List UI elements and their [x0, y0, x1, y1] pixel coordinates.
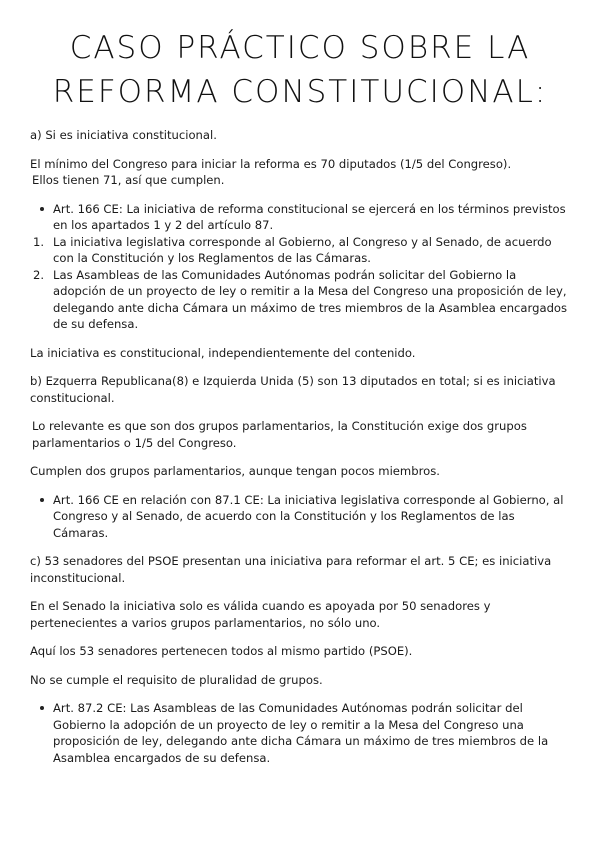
- title-line-2: REFORMA CONSTITUCIONAL:: [52, 74, 548, 110]
- list-item-text: Art. 87.2 CE: Las Asambleas de las Comunidades Autónomas podrán solicitar del Gobierno la adopción de un proyecto de ley o remitir a la Mesa del Congreso una proposición de ley, delegando ante dicha Cámara un máximo de tres miembros de la Asamblea encargados de su defensa.: [53, 701, 549, 765]
- section-c-paragraph-1: En el Senado la iniciativa solo es válida cuando es apoyada por 50 senadores y pertenecientes a varios grupos parlamentarios, no sólo uno.: [30, 599, 491, 630]
- list-item-text: Art. 166 CE en relación con 87.1 CE: La iniciativa legislativa corresponde al Gobierno, al Congreso y al Senado, de acuerdo con la Constitución y los Reglamentos de las Cámaras.: [53, 492, 564, 540]
- section-b-paragraph-1: Lo relevante es que son dos grupos parlamentarios, la Constitución exige dos grupos parlamentarios o 1/5 del Congreso.: [32, 419, 527, 450]
- list-marker: 2.: [33, 267, 45, 282]
- list-item-bullet: [30, 201, 570, 234]
- list-item-bullet: [30, 700, 570, 766]
- section-b-paragraph-2: Cumplen dos grupos parlamentarios, aunque tengan pocos miembros.: [30, 464, 440, 478]
- page-title: [20, 26, 580, 114]
- list-item-bullet: [30, 492, 570, 542]
- section-b-heading: b) Ezquerra Republicana(8) e Izquierda Unida (5) son 13 diputados en total; si es iniciativa constitucional.: [30, 374, 556, 405]
- list-marker: 1.: [33, 234, 45, 249]
- bullet-icon: [40, 207, 44, 211]
- list-item-text: La iniciativa legislativa corresponde al Gobierno, al Congreso y al Senado, de acuerdo con la Constitución y los Reglamentos de las Cámaras.: [53, 234, 552, 265]
- section-a-heading: a) Si es iniciativa constitucional.: [30, 128, 217, 142]
- section-a-conclusion: La iniciativa es constitucional, independientemente del contenido.: [30, 345, 416, 360]
- list-item-text: Las Asambleas de las Comunidades Autónomas podrán solicitar del Gobierno la adopción de un proyecto de ley o remitir a la Mesa del Congreso una proposición de ley, delegando ante dicha Cámara un máximo de tres miembros de la Asamblea encargados de su defensa.: [53, 267, 568, 331]
- section-a-paragraph-line1: El mínimo del Congreso para iniciar la reforma es 70 diputados (1/5 del Congreso).: [30, 156, 512, 171]
- section-a-paragraph-line2: Ellos tienen 71, así que cumplen.: [32, 173, 225, 187]
- document-body: [30, 127, 570, 778]
- list-item-text: Art. 166 CE: La iniciativa de reforma constitucional se ejercerá en los términos previstos en los apartados 1 y 2 del artículo 87.: [53, 201, 566, 232]
- section-c-paragraph-3: No se cumple el requisito de pluralidad de grupos.: [30, 672, 323, 687]
- section-b-list: [30, 492, 570, 542]
- list-item-numbered: [30, 234, 570, 267]
- title-line-1: CASO PRÁCTICO SOBRE LA: [69, 30, 531, 66]
- section-c-heading: c) 53 senadores del PSOE presentan una iniciativa para reformar el art. 5 CE; es iniciativa inconstitucional.: [30, 554, 552, 585]
- list-item-numbered: [30, 267, 570, 333]
- bullet-icon: [40, 498, 44, 502]
- bullet-icon: [40, 706, 44, 710]
- section-a-list: [30, 201, 570, 333]
- section-a-paragraph: [30, 156, 570, 189]
- section-c-paragraph-2: Aquí los 53 senadores pertenecen todos al mismo partido (PSOE).: [30, 644, 413, 658]
- section-c-list: [30, 700, 570, 766]
